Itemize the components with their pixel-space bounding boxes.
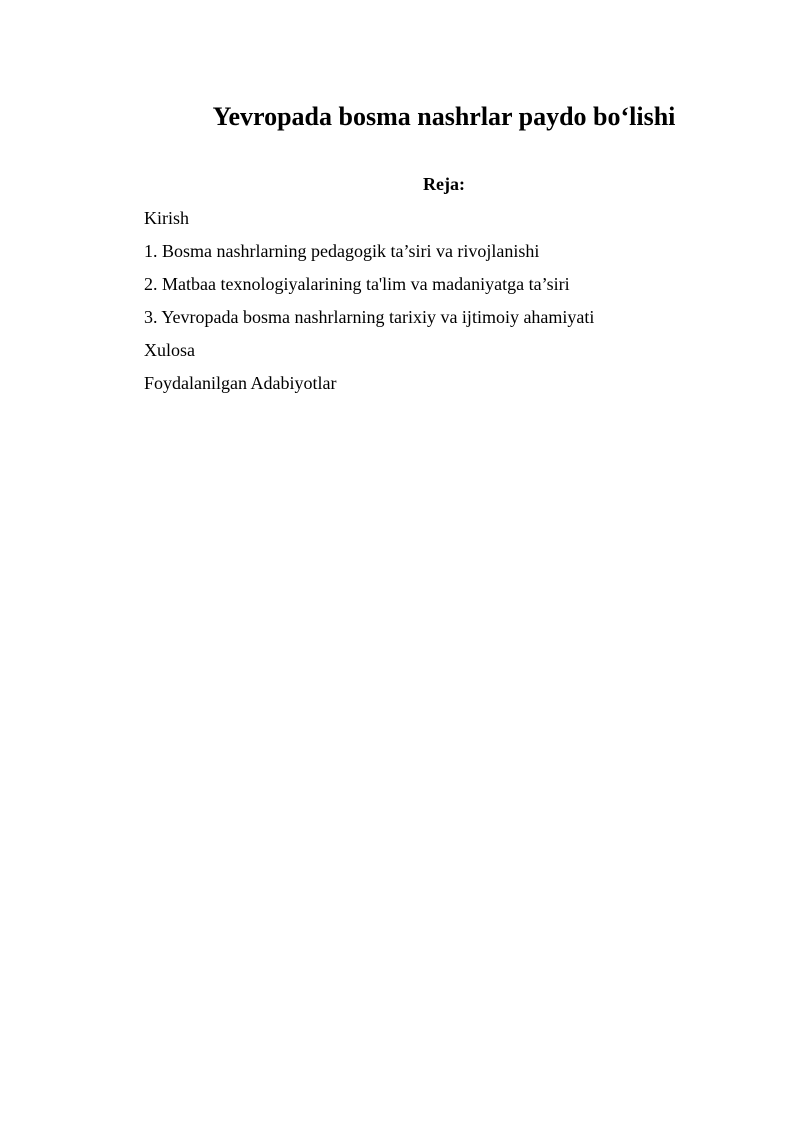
plan-item-references: Foydalanilgan Adabiyotlar	[144, 373, 337, 393]
plan-item-conclusion: Xulosa	[144, 340, 195, 360]
plan-item-1: 1. Bosma nashrlarning pedagogik ta’siri va rivojlanishi	[144, 241, 540, 261]
plan-heading: Reja:	[423, 174, 465, 194]
plan-list	[144, 202, 744, 400]
plan-item-2: 2. Matbaa texnologiyalarining ta'lim va madaniyatga ta’siri	[144, 274, 570, 294]
document-title: Yevropada bosma nashrlar paydo bo‘lishi	[212, 102, 676, 131]
plan-item-intro: Kirish	[144, 208, 189, 228]
plan-item-3: 3. Yevropada bosma nashrlarning tarixiy va ijtimoiy ahamiyati	[144, 307, 595, 327]
